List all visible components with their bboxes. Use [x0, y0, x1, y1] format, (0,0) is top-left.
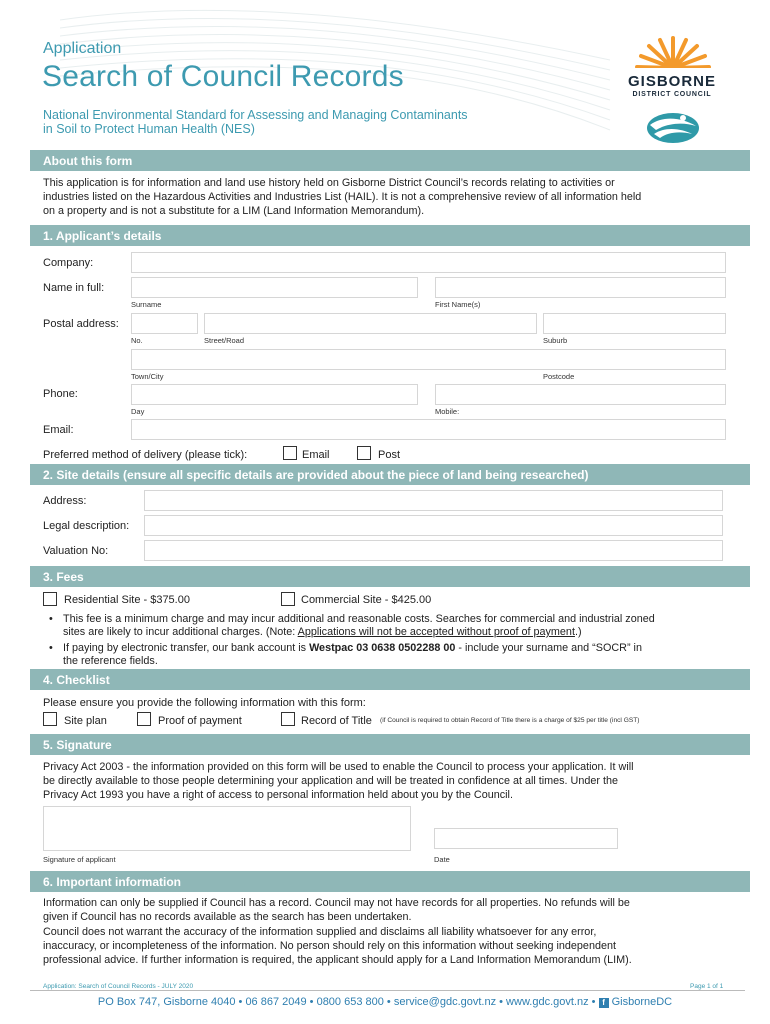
page-title: Search of Council Records: [42, 60, 404, 93]
date-caption: Date: [434, 855, 450, 864]
wave-emblem-icon: [647, 113, 699, 143]
fee-note-bullet: [63, 613, 743, 639]
important-section-header: 6. Important information: [30, 871, 750, 892]
suburb-caption: Suburb: [543, 336, 568, 345]
street-field[interactable]: [204, 313, 537, 334]
delivery-post-label: Post: [378, 449, 401, 461]
company-field[interactable]: [131, 252, 726, 273]
sun-rays-icon: [637, 38, 709, 68]
proof-of-payment-label: Proof of payment: [158, 715, 242, 727]
footer-contact: [0, 996, 770, 1008]
application-label: Application: [43, 40, 122, 57]
delivery-email-label: Email: [302, 449, 330, 461]
privacy-line: Privacy Act 2003 - the information provided on this form will be used to enable the Council to process your application. It will: [43, 761, 634, 773]
postcode-caption: Postcode: [543, 372, 575, 381]
social-handle[interactable]: GisborneDC: [611, 996, 673, 1008]
day-caption: Day: [131, 407, 145, 416]
commercial-label: Commercial Site - $425.00: [301, 594, 432, 606]
suburb-field[interactable]: [543, 313, 726, 334]
postal-label: Postal address:: [43, 318, 119, 330]
delivery-label: Preferred method of delivery (please tick):: [43, 449, 248, 461]
important-line: professional advice. If further information is required, the applicant should apply for a Land Information Memorandum (LIM).: [43, 954, 632, 966]
record-of-title-checkbox[interactable]: [281, 712, 295, 726]
mobile-field[interactable]: [435, 384, 726, 405]
privacy-text: [43, 760, 743, 802]
address-label: Address:: [43, 495, 87, 507]
site-plan-label: Site plan: [64, 715, 107, 727]
proof-of-payment-note: Applications will not be accepted without proof of payment: [297, 626, 575, 638]
logo-name: GISBORNE: [627, 73, 716, 90]
bank-note-line: the reference fields.: [63, 655, 158, 667]
bank-account-number: Westpac 03 0638 0502288 00: [309, 642, 456, 654]
page-subtitle: [43, 108, 563, 136]
about-section-header: About this form: [30, 150, 750, 171]
mobile-caption: Mobile:: [435, 407, 460, 416]
residential-label: Residential Site - $375.00: [64, 594, 190, 606]
street-number-field[interactable]: [131, 313, 198, 334]
town-caption: Town/City: [131, 372, 164, 381]
privacy-line: Privacy Act 1993 you have a right of access to personal information held about you by the Council.: [43, 789, 513, 801]
surname-caption: Surname: [131, 300, 162, 309]
about-line: on a property and is not a substitute for a LIM (Land Information Memorandum).: [43, 205, 425, 217]
bank-note-line: [63, 642, 743, 655]
fee-note-line: [63, 626, 743, 639]
about-line: industries listed on the Hazardous Activities and Industries List (HAIL). It is not a comprehensive review of all information held: [43, 191, 642, 203]
privacy-line: be directly available to those people determining your application and will be treated in confidence at all times. Under the: [43, 775, 618, 787]
subtitle-line: in Soil to Protect Human Health (NES): [43, 122, 255, 136]
facebook-icon: f: [599, 998, 609, 1008]
footer-divider: [30, 990, 745, 991]
residential-checkbox[interactable]: [43, 592, 57, 606]
signature-section-header: 5. Signature: [30, 734, 750, 755]
important-line: Information can only be supplied if Council has a record. Council may not have records for all properties. No refunds will be: [43, 897, 630, 909]
council-logo: [608, 30, 738, 150]
site-plan-checkbox[interactable]: [43, 712, 57, 726]
record-of-title-label: Record of Title: [301, 715, 372, 727]
town-postcode-field[interactable]: [131, 349, 726, 370]
record-of-title-note: (if Council is required to obtain Record of Title there is a charge of $25 per title (incl GST): [380, 717, 640, 724]
surname-field[interactable]: [131, 277, 418, 298]
email-label: Email:: [43, 424, 74, 436]
bank-note-bullet: [63, 642, 743, 668]
email-field[interactable]: [131, 419, 726, 440]
site-address-field[interactable]: [144, 490, 723, 511]
bank-note-text: - include your surname and “SOCR” in: [455, 642, 642, 654]
about-line: This application is for information and land use history held on Gisborne District Council’s records relating to activities or: [43, 177, 615, 189]
number-caption: No.: [131, 336, 143, 345]
logo-subtitle: DISTRICT COUNCIL: [632, 91, 712, 98]
fee-note-text: sites are likely to incur additional charges. (Note:: [63, 626, 298, 638]
legal-description-field[interactable]: [144, 515, 723, 536]
signature-caption: Signature of applicant: [43, 855, 116, 864]
delivery-post-checkbox[interactable]: [357, 446, 371, 460]
fee-note-text: .): [574, 626, 582, 638]
fee-note-line: • This fee is a minimum charge and may incur additional and reasonable costs. Searches for commercial and industrial zoned: [63, 613, 655, 625]
fees-section-header: 3. Fees: [30, 566, 750, 587]
day-phone-field[interactable]: [131, 384, 418, 405]
proof-of-payment-checkbox[interactable]: [137, 712, 151, 726]
street-caption: Street/Road: [204, 336, 245, 345]
checklist-section-header: 4. Checklist: [30, 669, 750, 690]
subtitle-line: National Environmental Standard for Assessing and Managing Contaminants: [43, 108, 468, 122]
important-line: Council does not warrant the accuracy of the information supplied and disclaims all liability whatsoever for any error,: [43, 926, 597, 938]
site-section-header: 2. Site details (ensure all specific details are provided about the piece of land being researched): [30, 464, 750, 485]
checklist-intro: Please ensure you provide the following information with this form:: [43, 697, 366, 709]
contact-details: PO Box 747, Gisborne 4040 • 06 867 2049 • 0800 653 800 • service@gdc.govt.nz • www.gdc.govt.nz •: [97, 996, 596, 1008]
important-line: inaccuracy, or incompleteness of the information. No person should rely on this information without seeking independent: [43, 940, 616, 952]
delivery-email-checkbox[interactable]: [283, 446, 297, 460]
signature-box[interactable]: [43, 806, 411, 851]
important-text: [43, 896, 743, 967]
commercial-checkbox[interactable]: [281, 592, 295, 606]
bank-note-text: If paying by electronic transfer, our bank account is: [63, 642, 310, 654]
important-line: given if Council has no records available as the search has been undertaken.: [43, 911, 412, 923]
name-label: Name in full:: [43, 282, 105, 294]
first-names-caption: First Name(s): [435, 300, 481, 309]
legal-description-label: Legal description:: [43, 520, 130, 532]
valuation-field[interactable]: [144, 540, 723, 561]
first-names-field[interactable]: [435, 277, 726, 298]
phone-label: Phone:: [43, 388, 78, 400]
footer-page-number: Page 1 of 1: [690, 983, 724, 990]
valuation-label: Valuation No:: [43, 545, 109, 557]
applicant-section-header: 1. Applicant’s details: [30, 225, 750, 246]
company-label: Company:: [43, 257, 94, 269]
date-field[interactable]: [434, 828, 618, 849]
footer-document-label: Application: Search of Council Records - JULY 2020: [43, 983, 194, 990]
about-text: [43, 176, 743, 218]
